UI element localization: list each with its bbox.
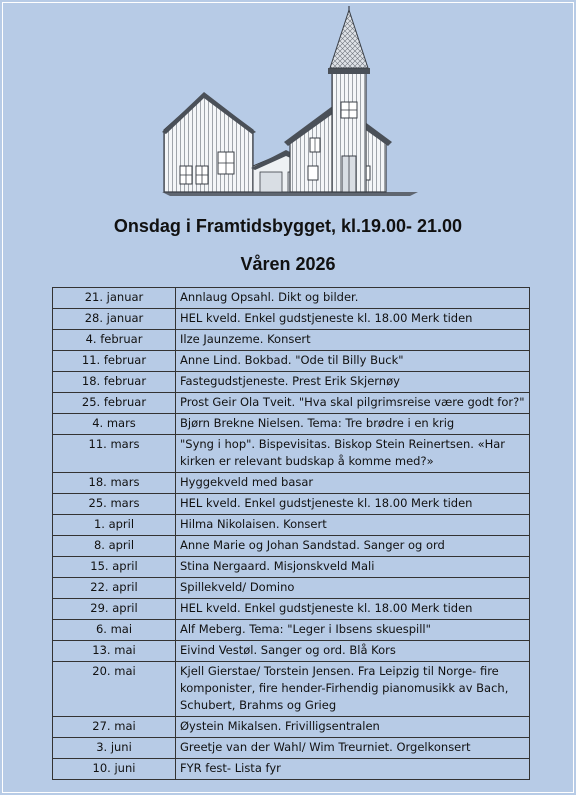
church-illustration (160, 6, 422, 196)
table-row (53, 330, 530, 351)
event-description: Alf Meberg. Tema: "Leger i Ibsens skuespill" (176, 620, 530, 641)
table-row (53, 515, 530, 536)
event-description: Anne Lind. Bokbad. "Ode til Billy Buck" (176, 351, 530, 372)
event-description: Kjell Gierstae/ Torstein Jensen. Fra Leipzig til Norge- fire komponister, fire hender-Firhendig pianomusikk av Bach, Schubert, Brahms og Grieg (176, 662, 530, 717)
event-date: 3. juni (53, 738, 176, 759)
event-description: Spillekveld/ Domino (176, 578, 530, 599)
event-description: Øystein Mikalsen. Frivilligsentralen (176, 717, 530, 738)
event-date: 1. april (53, 515, 176, 536)
event-date: 15. april (53, 557, 176, 578)
event-description: HEL kveld. Enkel gudstjeneste kl. 18.00 Merk tiden (176, 494, 530, 515)
table-row (53, 309, 530, 330)
event-description: Annlaug Opsahl. Dikt og bilder. (176, 288, 530, 309)
event-description: Bjørn Brekne Nielsen. Tema: Tre brødre i en krig (176, 414, 530, 435)
table-row (53, 557, 530, 578)
event-description: Ilze Jaunzeme. Konsert (176, 330, 530, 351)
table-row (53, 662, 530, 717)
event-date: 20. mai (53, 662, 176, 717)
event-description: Greetje van der Wahl/ Wim Treurniet. Orgelkonsert (176, 738, 530, 759)
event-description: FYR fest- Lista fyr (176, 759, 530, 780)
table-row (53, 759, 530, 780)
event-description: "Syng i hop". Bispevisitas. Biskop Stein Reinertsen. «Har kirken er relevant budskap å komme med?» (176, 435, 530, 473)
event-description: HEL kveld. Enkel gudstjeneste kl. 18.00 Merk tiden (176, 599, 530, 620)
event-date: 4. februar (53, 330, 176, 351)
table-row (53, 351, 530, 372)
event-description: Stina Nergaard. Misjonskveld Mali (176, 557, 530, 578)
table-row (53, 414, 530, 435)
table-row (53, 393, 530, 414)
table-row (53, 494, 530, 515)
event-date: 10. juni (53, 759, 176, 780)
event-description: Hilma Nikolaisen. Konsert (176, 515, 530, 536)
event-date: 25. februar (53, 393, 176, 414)
event-description: HEL kveld. Enkel gudstjeneste kl. 18.00 Merk tiden (176, 309, 530, 330)
event-date: 11. mars (53, 435, 176, 473)
event-date: 18. mars (53, 473, 176, 494)
table-row (53, 641, 530, 662)
table-row (53, 435, 530, 473)
event-date: 29. april (53, 599, 176, 620)
event-date: 27. mai (53, 717, 176, 738)
event-description: Anne Marie og Johan Sandstad. Sanger og ord (176, 536, 530, 557)
event-date: 6. mai (53, 620, 176, 641)
event-description: Hyggekveld med basar (176, 473, 530, 494)
event-date: 8. april (53, 536, 176, 557)
table-row (53, 599, 530, 620)
event-date: 21. januar (53, 288, 176, 309)
event-description: Fastegudstjeneste. Prest Erik Skjernøy (176, 372, 530, 393)
event-date: 11. februar (53, 351, 176, 372)
event-description: Eivind Vestøl. Sanger og ord. Blå Kors (176, 641, 530, 662)
table-row (53, 620, 530, 641)
event-date: 22. april (53, 578, 176, 599)
schedule-table (52, 287, 530, 780)
table-row (53, 578, 530, 599)
event-date: 13. mai (53, 641, 176, 662)
table-row (53, 536, 530, 557)
event-date: 25. mars (53, 494, 176, 515)
table-row (53, 738, 530, 759)
event-description: Prost Geir Ola Tveit. "Hva skal pilgrimsreise være godt for?" (176, 393, 530, 414)
table-row (53, 288, 530, 309)
schedule-body (53, 288, 530, 780)
table-row (53, 473, 530, 494)
event-date: 18. februar (53, 372, 176, 393)
event-date: 28. januar (53, 309, 176, 330)
table-row (53, 717, 530, 738)
event-date: 4. mars (53, 414, 176, 435)
page-subtitle: Våren 2026 (240, 254, 336, 274)
page-title: Onsdag i Framtidsbygget, kl.19.00- 21.00 (113, 216, 463, 236)
table-row (53, 372, 530, 393)
